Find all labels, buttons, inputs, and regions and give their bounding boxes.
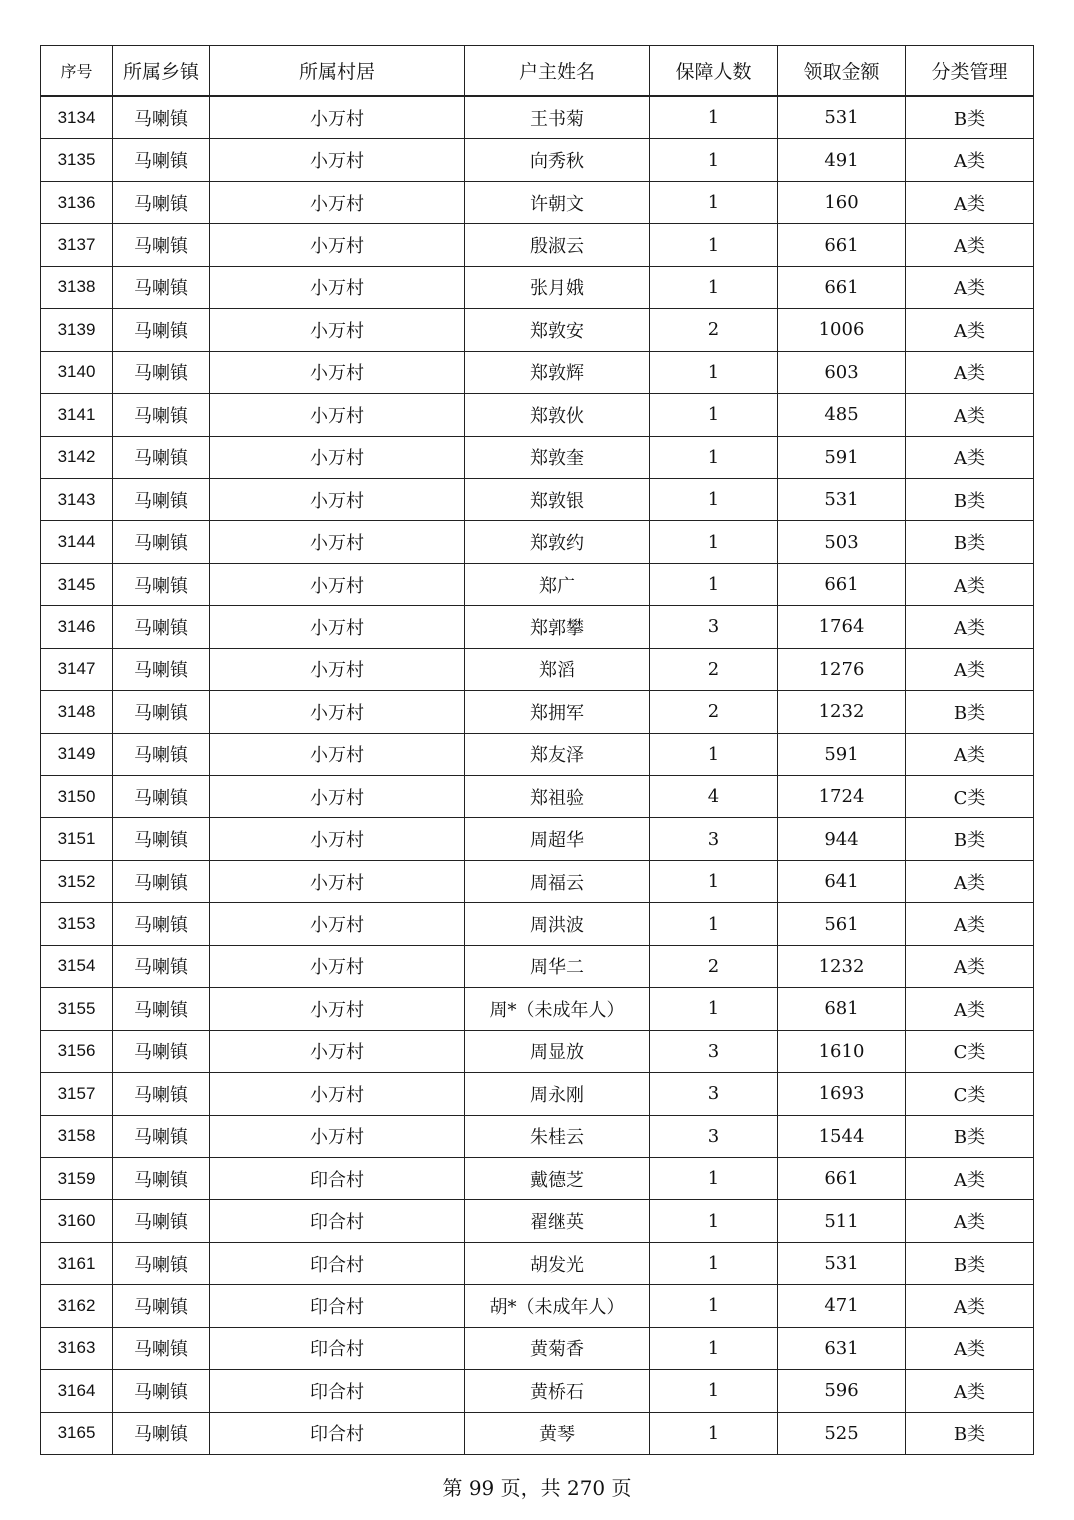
cell-householder-name: 翟继英 (465, 1200, 650, 1242)
cell-category: A类 (906, 733, 1034, 775)
cell-householder-name: 周洪波 (465, 903, 650, 945)
cell-town: 马喇镇 (113, 1285, 210, 1327)
cell-covered-persons: 4 (650, 776, 778, 818)
cell-serial-number: 3163 (41, 1327, 113, 1369)
footer-prefix: 第 (442, 1476, 463, 1500)
cell-serial-number: 3134 (41, 96, 113, 139)
cell-covered-persons: 1 (650, 1242, 778, 1284)
cell-category: B类 (906, 96, 1034, 139)
cell-householder-name: 王书菊 (465, 96, 650, 139)
cell-village: 印合村 (210, 1157, 465, 1199)
cell-category: C类 (906, 1073, 1034, 1115)
cell-village: 小万村 (210, 733, 465, 775)
cell-serial-number: 3138 (41, 266, 113, 308)
table-row (41, 1115, 1034, 1157)
cell-category: A类 (906, 351, 1034, 393)
cell-householder-name: 黄琴 (465, 1412, 650, 1454)
cell-category: B类 (906, 691, 1034, 733)
cell-householder-name: 郑敦约 (465, 521, 650, 563)
cell-village: 小万村 (210, 945, 465, 987)
cell-village: 小万村 (210, 903, 465, 945)
cell-village: 小万村 (210, 139, 465, 181)
table-body (41, 96, 1034, 1455)
cell-village: 小万村 (210, 96, 465, 139)
cell-amount: 503 (778, 521, 906, 563)
cell-serial-number: 3143 (41, 478, 113, 520)
cell-householder-name: 郑敦奎 (465, 436, 650, 478)
cell-serial-number: 3151 (41, 818, 113, 860)
cell-amount: 561 (778, 903, 906, 945)
table-row (41, 1030, 1034, 1072)
cell-serial-number: 3147 (41, 648, 113, 690)
cell-town: 马喇镇 (113, 818, 210, 860)
cell-amount: 661 (778, 224, 906, 266)
cell-category: B类 (906, 478, 1034, 520)
header-category: 分类管理 (906, 46, 1034, 97)
header-row (41, 46, 1034, 97)
cell-town: 马喇镇 (113, 521, 210, 563)
cell-category: B类 (906, 521, 1034, 563)
cell-serial-number: 3153 (41, 903, 113, 945)
cell-amount: 681 (778, 988, 906, 1030)
cell-town: 马喇镇 (113, 478, 210, 520)
cell-householder-name: 周华二 (465, 945, 650, 987)
cell-covered-persons: 1 (650, 1370, 778, 1412)
cell-category: B类 (906, 1242, 1034, 1284)
cell-category: B类 (906, 1115, 1034, 1157)
cell-serial-number: 3137 (41, 224, 113, 266)
cell-town: 马喇镇 (113, 563, 210, 605)
cell-village: 小万村 (210, 563, 465, 605)
table-row (41, 903, 1034, 945)
cell-town: 马喇镇 (113, 139, 210, 181)
cell-covered-persons: 2 (650, 691, 778, 733)
cell-householder-name: 戴德芝 (465, 1157, 650, 1199)
cell-amount: 1544 (778, 1115, 906, 1157)
cell-covered-persons: 1 (650, 266, 778, 308)
page-footer (0, 1472, 1074, 1501)
cell-covered-persons: 1 (650, 1200, 778, 1242)
cell-covered-persons: 3 (650, 606, 778, 648)
cell-householder-name: 郑广 (465, 563, 650, 605)
cell-village: 印合村 (210, 1370, 465, 1412)
cell-village: 小万村 (210, 436, 465, 478)
cell-amount: 596 (778, 1370, 906, 1412)
header-village: 所属村居 (210, 46, 465, 97)
cell-town: 马喇镇 (113, 1412, 210, 1454)
cell-amount: 1276 (778, 648, 906, 690)
table-row (41, 1412, 1034, 1454)
cell-amount: 591 (778, 436, 906, 478)
allowance-table (40, 45, 1034, 1455)
table-row (41, 563, 1034, 605)
cell-amount: 1693 (778, 1073, 906, 1115)
cell-serial-number: 3160 (41, 1200, 113, 1242)
cell-amount: 661 (778, 563, 906, 605)
cell-amount: 531 (778, 478, 906, 520)
cell-village: 小万村 (210, 1030, 465, 1072)
cell-serial-number: 3159 (41, 1157, 113, 1199)
cell-covered-persons: 3 (650, 1030, 778, 1072)
cell-category: A类 (906, 266, 1034, 308)
cell-covered-persons: 1 (650, 96, 778, 139)
cell-serial-number: 3155 (41, 988, 113, 1030)
cell-town: 马喇镇 (113, 733, 210, 775)
cell-covered-persons: 1 (650, 1157, 778, 1199)
cell-amount: 160 (778, 181, 906, 223)
cell-category: A类 (906, 648, 1034, 690)
cell-covered-persons: 2 (650, 945, 778, 987)
header-amount: 领取金额 (778, 46, 906, 97)
cell-covered-persons: 1 (650, 860, 778, 902)
cell-village: 小万村 (210, 691, 465, 733)
cell-householder-name: 郑滔 (465, 648, 650, 690)
cell-amount: 531 (778, 1242, 906, 1284)
cell-covered-persons: 1 (650, 139, 778, 181)
cell-covered-persons: 1 (650, 733, 778, 775)
table-row (41, 1157, 1034, 1199)
current-page-number: 99 (468, 1476, 495, 1500)
cell-serial-number: 3154 (41, 945, 113, 987)
cell-amount: 1610 (778, 1030, 906, 1072)
cell-householder-name: 黄菊香 (465, 1327, 650, 1369)
cell-householder-name: 周*（未成年人） (465, 988, 650, 1030)
header-town: 所属乡镇 (113, 46, 210, 97)
cell-serial-number: 3136 (41, 181, 113, 223)
cell-serial-number: 3150 (41, 776, 113, 818)
footer-middle: 页，共 (500, 1476, 561, 1500)
total-page-count: 270 (566, 1476, 606, 1500)
table-row (41, 181, 1034, 223)
cell-serial-number: 3161 (41, 1242, 113, 1284)
cell-amount: 531 (778, 96, 906, 139)
cell-householder-name: 郑拥军 (465, 691, 650, 733)
cell-serial-number: 3144 (41, 521, 113, 563)
footer-suffix: 页 (611, 1476, 632, 1500)
cell-covered-persons: 2 (650, 648, 778, 690)
table-row (41, 1285, 1034, 1327)
cell-village: 印合村 (210, 1200, 465, 1242)
cell-amount: 1764 (778, 606, 906, 648)
cell-category: A类 (906, 1370, 1034, 1412)
table-row (41, 776, 1034, 818)
cell-category: A类 (906, 945, 1034, 987)
table-row (41, 818, 1034, 860)
cell-serial-number: 3141 (41, 394, 113, 436)
table-row (41, 224, 1034, 266)
cell-village: 小万村 (210, 224, 465, 266)
cell-amount: 1724 (778, 776, 906, 818)
cell-town: 马喇镇 (113, 648, 210, 690)
cell-town: 马喇镇 (113, 394, 210, 436)
cell-covered-persons: 1 (650, 988, 778, 1030)
cell-householder-name: 郑郭攀 (465, 606, 650, 648)
cell-town: 马喇镇 (113, 96, 210, 139)
table-row (41, 394, 1034, 436)
cell-serial-number: 3152 (41, 860, 113, 902)
table-row (41, 139, 1034, 181)
cell-village: 小万村 (210, 860, 465, 902)
cell-village: 印合村 (210, 1412, 465, 1454)
cell-serial-number: 3164 (41, 1370, 113, 1412)
cell-town: 马喇镇 (113, 606, 210, 648)
cell-serial-number: 3145 (41, 563, 113, 605)
cell-householder-name: 郑敦安 (465, 309, 650, 351)
cell-town: 马喇镇 (113, 1115, 210, 1157)
cell-town: 马喇镇 (113, 266, 210, 308)
cell-town: 马喇镇 (113, 1030, 210, 1072)
cell-covered-persons: 1 (650, 394, 778, 436)
cell-serial-number: 3158 (41, 1115, 113, 1157)
cell-category: A类 (906, 309, 1034, 351)
cell-covered-persons: 1 (650, 1412, 778, 1454)
cell-category: A类 (906, 988, 1034, 1030)
cell-category: A类 (906, 1285, 1034, 1327)
cell-village: 小万村 (210, 478, 465, 520)
cell-amount: 641 (778, 860, 906, 902)
cell-householder-name: 郑祖验 (465, 776, 650, 818)
cell-covered-persons: 2 (650, 309, 778, 351)
cell-town: 马喇镇 (113, 903, 210, 945)
cell-town: 马喇镇 (113, 1327, 210, 1369)
cell-town: 马喇镇 (113, 436, 210, 478)
cell-amount: 471 (778, 1285, 906, 1327)
cell-category: B类 (906, 818, 1034, 860)
cell-serial-number: 3148 (41, 691, 113, 733)
cell-covered-persons: 3 (650, 1115, 778, 1157)
cell-town: 马喇镇 (113, 860, 210, 902)
cell-amount: 1006 (778, 309, 906, 351)
cell-householder-name: 周永刚 (465, 1073, 650, 1115)
cell-village: 小万村 (210, 394, 465, 436)
cell-householder-name: 殷淑云 (465, 224, 650, 266)
cell-amount: 511 (778, 1200, 906, 1242)
cell-village: 小万村 (210, 988, 465, 1030)
cell-village: 小万村 (210, 818, 465, 860)
cell-amount: 525 (778, 1412, 906, 1454)
cell-amount: 1232 (778, 945, 906, 987)
cell-village: 小万村 (210, 606, 465, 648)
cell-covered-persons: 1 (650, 1285, 778, 1327)
cell-householder-name: 郑友泽 (465, 733, 650, 775)
table-row (41, 860, 1034, 902)
cell-householder-name: 胡发光 (465, 1242, 650, 1284)
table-row (41, 351, 1034, 393)
cell-serial-number: 3165 (41, 1412, 113, 1454)
cell-category: A类 (906, 139, 1034, 181)
cell-householder-name: 许朝文 (465, 181, 650, 223)
cell-amount: 661 (778, 1157, 906, 1199)
cell-village: 印合村 (210, 1242, 465, 1284)
cell-town: 马喇镇 (113, 1242, 210, 1284)
cell-householder-name: 郑敦银 (465, 478, 650, 520)
cell-householder-name: 胡*（未成年人） (465, 1285, 650, 1327)
cell-town: 马喇镇 (113, 224, 210, 266)
cell-householder-name: 向秀秋 (465, 139, 650, 181)
cell-category: A类 (906, 903, 1034, 945)
cell-amount: 631 (778, 1327, 906, 1369)
header-serial-number: 序号 (41, 46, 113, 97)
cell-village: 印合村 (210, 1327, 465, 1369)
cell-village: 小万村 (210, 521, 465, 563)
cell-town: 马喇镇 (113, 691, 210, 733)
cell-village: 小万村 (210, 1115, 465, 1157)
table-row (41, 648, 1034, 690)
cell-householder-name: 郑敦伙 (465, 394, 650, 436)
table-row (41, 945, 1034, 987)
cell-householder-name: 周显放 (465, 1030, 650, 1072)
table-row (41, 309, 1034, 351)
table-row (41, 733, 1034, 775)
cell-amount: 603 (778, 351, 906, 393)
cell-householder-name: 郑敦辉 (465, 351, 650, 393)
cell-amount: 591 (778, 733, 906, 775)
cell-category: A类 (906, 394, 1034, 436)
cell-amount: 944 (778, 818, 906, 860)
cell-town: 马喇镇 (113, 988, 210, 1030)
table-row (41, 436, 1034, 478)
cell-serial-number: 3157 (41, 1073, 113, 1115)
cell-category: A类 (906, 606, 1034, 648)
cell-category: A类 (906, 436, 1034, 478)
cell-category: A类 (906, 1200, 1034, 1242)
table-row (41, 96, 1034, 139)
cell-village: 小万村 (210, 351, 465, 393)
cell-covered-persons: 1 (650, 478, 778, 520)
cell-category: A类 (906, 181, 1034, 223)
cell-category: B类 (906, 1412, 1034, 1454)
cell-householder-name: 黄桥石 (465, 1370, 650, 1412)
cell-village: 小万村 (210, 776, 465, 818)
cell-category: A类 (906, 563, 1034, 605)
cell-category: A类 (906, 860, 1034, 902)
cell-serial-number: 3135 (41, 139, 113, 181)
cell-category: A类 (906, 1327, 1034, 1369)
table-row (41, 606, 1034, 648)
cell-town: 马喇镇 (113, 776, 210, 818)
cell-amount: 491 (778, 139, 906, 181)
cell-serial-number: 3156 (41, 1030, 113, 1072)
header-householder-name: 户主姓名 (465, 46, 650, 97)
cell-category: A类 (906, 1157, 1034, 1199)
cell-serial-number: 3140 (41, 351, 113, 393)
cell-covered-persons: 1 (650, 563, 778, 605)
table-row (41, 1242, 1034, 1284)
cell-town: 马喇镇 (113, 1200, 210, 1242)
table-row (41, 1327, 1034, 1369)
cell-village: 小万村 (210, 181, 465, 223)
cell-amount: 1232 (778, 691, 906, 733)
cell-village: 小万村 (210, 266, 465, 308)
cell-covered-persons: 1 (650, 436, 778, 478)
table-row (41, 1370, 1034, 1412)
cell-serial-number: 3139 (41, 309, 113, 351)
cell-covered-persons: 1 (650, 521, 778, 563)
cell-covered-persons: 1 (650, 224, 778, 266)
cell-category: C类 (906, 1030, 1034, 1072)
cell-serial-number: 3142 (41, 436, 113, 478)
table-header (41, 46, 1034, 97)
cell-covered-persons: 1 (650, 1327, 778, 1369)
cell-covered-persons: 1 (650, 351, 778, 393)
cell-town: 马喇镇 (113, 1370, 210, 1412)
cell-village: 小万村 (210, 1073, 465, 1115)
cell-town: 马喇镇 (113, 1073, 210, 1115)
cell-serial-number: 3146 (41, 606, 113, 648)
cell-category: C类 (906, 776, 1034, 818)
cell-town: 马喇镇 (113, 1157, 210, 1199)
cell-serial-number: 3162 (41, 1285, 113, 1327)
table-row (41, 521, 1034, 563)
cell-amount: 661 (778, 266, 906, 308)
table-row (41, 266, 1034, 308)
header-covered-persons: 保障人数 (650, 46, 778, 97)
cell-village: 印合村 (210, 1285, 465, 1327)
cell-covered-persons: 3 (650, 1073, 778, 1115)
cell-amount: 485 (778, 394, 906, 436)
cell-town: 马喇镇 (113, 351, 210, 393)
cell-town: 马喇镇 (113, 309, 210, 351)
table-row (41, 1073, 1034, 1115)
cell-householder-name: 周福云 (465, 860, 650, 902)
cell-covered-persons: 3 (650, 818, 778, 860)
cell-covered-persons: 1 (650, 903, 778, 945)
cell-householder-name: 朱桂云 (465, 1115, 650, 1157)
cell-category: A类 (906, 224, 1034, 266)
cell-covered-persons: 1 (650, 181, 778, 223)
cell-serial-number: 3149 (41, 733, 113, 775)
cell-village: 小万村 (210, 309, 465, 351)
cell-householder-name: 周超华 (465, 818, 650, 860)
cell-town: 马喇镇 (113, 945, 210, 987)
cell-village: 小万村 (210, 648, 465, 690)
table-row (41, 478, 1034, 520)
table-row (41, 1200, 1034, 1242)
table-row (41, 988, 1034, 1030)
cell-householder-name: 张月娥 (465, 266, 650, 308)
cell-town: 马喇镇 (113, 181, 210, 223)
table-row (41, 691, 1034, 733)
